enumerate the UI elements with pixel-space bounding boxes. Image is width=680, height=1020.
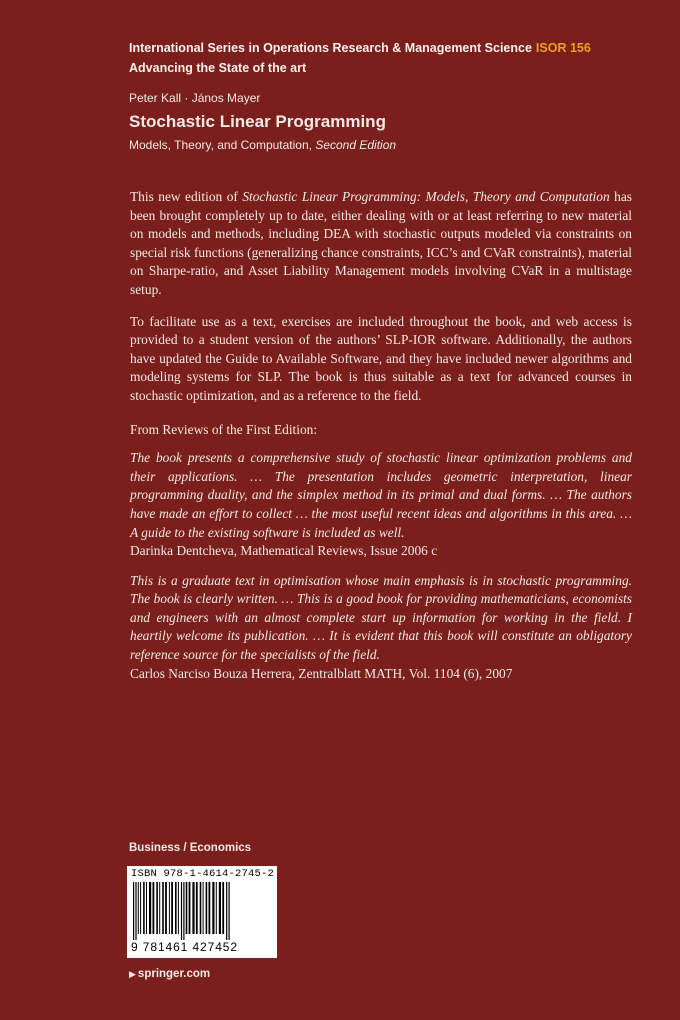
barcode-bar	[216, 882, 217, 934]
series-code: ISOR 156	[535, 41, 591, 55]
barcode-bar	[206, 882, 208, 934]
book-subtitle	[129, 137, 396, 153]
barcode-bar	[175, 882, 177, 934]
subject-category: Business / Economics	[129, 842, 252, 854]
barcode-bar	[192, 882, 194, 934]
barcode-bar	[222, 882, 224, 934]
barcode-bar	[212, 882, 214, 934]
barcode-bars	[131, 882, 273, 940]
isbn-label: ISBN 978-1-4614-2745-2	[131, 868, 275, 880]
barcode-bar	[146, 882, 147, 934]
arrow-icon: ▶	[129, 969, 136, 979]
review-attribution-1: Darinka Dentcheva, Mathematical Reviews, Issue 2006 c	[130, 543, 438, 559]
barcode-guard-bar	[226, 882, 227, 940]
p1-rest: has been brought completely up to date, either dealing with or at least referring to new material on models and methods, including DEA with stochastic outputs modeled via constraints on special risk functions (generalizing chance constraints, ICC’s and CVaR constraints), material on Sharpe-ratio, and Asset Liability Management models involving CVaR in a multistage setup.	[130, 189, 633, 297]
barcode-bar	[203, 882, 204, 934]
barcode-bar	[200, 882, 202, 934]
barcode-bar	[171, 882, 173, 934]
barcode-guard-bar	[183, 882, 184, 940]
barcode-bar	[196, 882, 198, 934]
description-body	[130, 188, 632, 683]
p1-intro: This new edition of	[130, 189, 243, 204]
barcode-bar	[209, 882, 211, 934]
barcode-guard-bar	[181, 882, 182, 940]
barcode-bar	[138, 882, 139, 934]
barcode-guard-bar	[229, 882, 230, 940]
barcode-bar	[178, 882, 179, 934]
p1-book-title: Stochastic Linear Programming: Models, Theory and Computation	[242, 189, 610, 204]
publisher-link[interactable]	[129, 968, 210, 980]
reviews-heading: From Reviews of the First Edition:	[130, 421, 318, 437]
authors: Peter Kall · János Mayer	[129, 91, 261, 105]
barcode-bar	[165, 882, 167, 934]
description-paragraph-2: To facilitate use as a text, exercises are included throughout the book, and web access is provided to a student version of the authors’ SLP-IOR software. Additionally, the authors have updated the Guide to Available Software, and they have included newer algorithms and modeling systems for SLP. The book is thus suitable as a text for advanced courses in stochastic optimization, and as a reference to the field.	[130, 313, 632, 403]
barcode-bar	[162, 882, 164, 934]
barcode-bar	[143, 882, 145, 934]
barcode-bar	[159, 882, 160, 934]
series-name: International Series in Operations Research & Management Science	[129, 41, 532, 55]
review-quote-2: This is a graduate text in optimisation whose main emphasis is in stochastic programming. The book is clearly written. … This is a good book for providing mathematicians, economists and engineers with an almost complete start up information for working in the field. I heartily welcome its publication. … It is evident that this book will constitute an obligatory reference source for the specialists of the field.	[130, 572, 632, 663]
barcode-bar	[219, 882, 221, 934]
book-title: Stochastic Linear Programming	[129, 112, 386, 131]
barcode-bar	[153, 882, 155, 934]
review-attribution-2: Carlos Narciso Bouza Herrera, Zentralblatt MATH, Vol. 1104 (6), 2007	[130, 665, 513, 681]
barcode-guard-bar	[135, 882, 136, 940]
barcode-bar	[189, 882, 191, 934]
barcode-bar	[149, 882, 151, 934]
barcode-bar	[169, 882, 170, 934]
barcode-bar	[140, 882, 141, 934]
series-header	[129, 38, 649, 78]
isbn-barcode	[127, 866, 277, 958]
barcode-bar	[156, 882, 158, 934]
review-quote-1: The book presents a comprehensive study of stochastic linear optimization problems and their applications. … The presentation includes geometric interpretation, linear programming duality, and the simplex method in its primal and dual forms. … The authors have made an effort to collect … the most useful recent ideas and algorithms in this area. … A guide to the existing software is included as well.	[130, 450, 632, 540]
barcode-bar	[186, 882, 188, 934]
publisher-url: springer.com	[137, 968, 211, 980]
barcode-digits: 9 781461 427452	[131, 940, 238, 954]
subtitle-text: Models, Theory, and Computation,	[129, 138, 316, 152]
barcode-guard-bar	[133, 882, 134, 940]
series-tagline: Advancing the State of the art	[129, 61, 307, 75]
subtitle-edition: Second Edition	[315, 138, 397, 152]
description-paragraph-1	[130, 188, 632, 300]
